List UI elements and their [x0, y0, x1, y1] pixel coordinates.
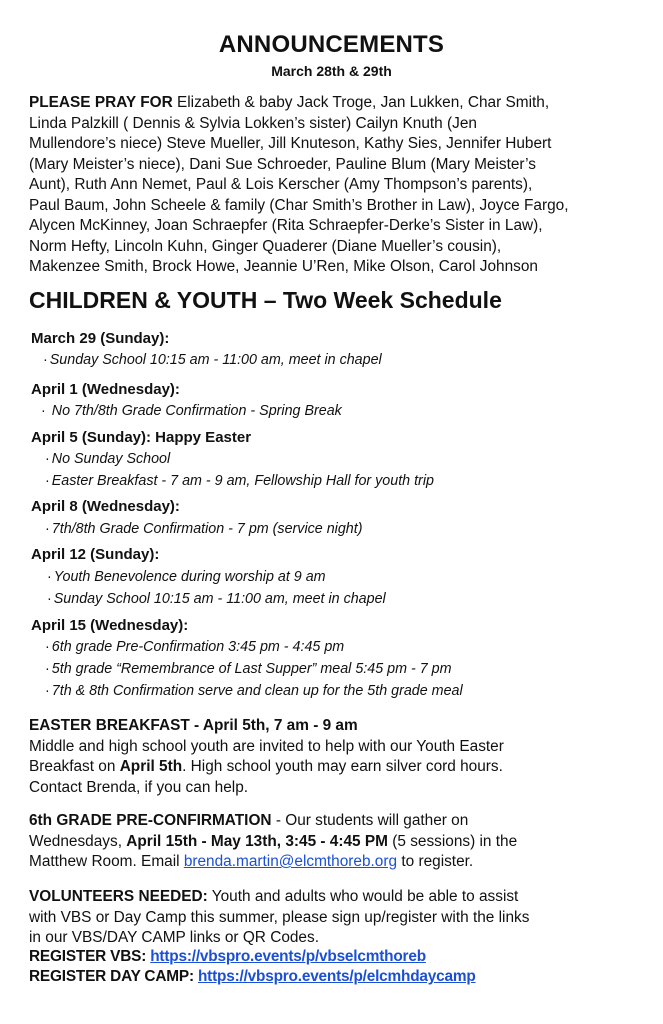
preconf-heading: 6th GRADE PRE-CONFIRMATION - Our students will gather on — [29, 812, 469, 829]
easter-line: Breakfast on April 5th. High school youth may earn silver cord hours. — [29, 758, 503, 775]
schedule-item: · Easter Breakfast - 7 am - 9 am, Fellowship Hall for youth trip — [45, 473, 434, 489]
prayer-label: PLEASE PRAY FOR — [29, 94, 173, 111]
vbs-register-link[interactable]: https://vbspro.events/p/vbselcmthoreb — [150, 948, 426, 965]
schedule-day: April 15 (Wednesday): — [31, 617, 189, 634]
prayer-line: PLEASE PRAY FOR Elizabeth & baby Jack Troge, Jan Lukken, Char Smith, — [29, 94, 550, 111]
page-date: March 28th & 29th — [271, 63, 392, 79]
schedule-item: · 7th & 8th Confirmation serve and clean up for the 5th grade meal — [45, 683, 463, 699]
register-daycamp-line: REGISTER DAY CAMP: https://vbspro.events/p/elcmhdaycamp — [29, 968, 476, 985]
easter-heading: EASTER BREAKFAST - April 5th, 7 am - 9 am — [29, 717, 358, 734]
schedule-day: March 29 (Sunday): — [31, 330, 170, 347]
volunteers-line: with VBS or Day Camp this summer, please sign up/register with the links — [29, 908, 530, 926]
schedule-item: · Sunday School 10:15 am - 11:00 am, meet in chapel — [47, 591, 386, 607]
prayer-line: Mullendore’s niece) Steve Mueller, Jill Knuteson, Kathy Sies, Jennifer Hubert — [29, 135, 552, 152]
easter-breakfast-section — [29, 716, 639, 798]
volunteers-section — [29, 887, 639, 949]
preconf-line: Wednesdays, April 15th - May 13th, 3:45 - 4:45 PM (5 sessions) in the — [29, 832, 518, 850]
volunteers-line: in our VBS/DAY CAMP links or QR Codes. — [29, 929, 319, 946]
schedule-item: · No 7th/8th Grade Confirmation - Spring Break — [41, 403, 342, 419]
schedule-item: · 7th/8th Grade Confirmation - 7 pm (service night) — [45, 521, 363, 537]
page-title: ANNOUNCEMENTS — [218, 31, 445, 58]
prayer-line: Linda Palzkill ( Dennis & Sylvia Lokken’s sister) Cailyn Knuth (Jen — [29, 114, 477, 132]
prayer-list — [29, 93, 639, 278]
register-vbs-line: REGISTER VBS: https://vbspro.events/p/vbselcmthoreb — [29, 948, 426, 965]
prayer-line: (Mary Meister’s niece), Dani Sue Schroeder, Pauline Blum (Mary Meister’s — [29, 155, 536, 173]
email-link[interactable]: brenda.martin@elcmthoreb.org — [183, 853, 398, 870]
schedule-item: · 5th grade “Remembrance of Last Supper” meal 5:45 pm - 7 pm — [45, 661, 452, 677]
schedule-day: April 8 (Wednesday): — [31, 498, 180, 515]
schedule-item: · Sunday School 10:15 am - 11:00 am, meet in chapel — [43, 352, 382, 368]
prayer-line: Norm Hefty, Lincoln Kuhn, Ginger Quaderer (Diane Mueller’s cousin), — [29, 237, 502, 255]
prayer-line: Aunt), Ruth Ann Nemet, Paul & Lois Kerscher (Amy Thompson’s parents), — [29, 176, 533, 193]
easter-line: Middle and high school youth are invited to help with our Youth Easter — [29, 737, 504, 755]
preconf-line: Matthew Room. Email brenda.martin@elcmthoreb.org to register. — [29, 853, 474, 870]
schedule-day: April 1 (Wednesday): — [31, 381, 180, 398]
preconfirmation-section — [29, 811, 639, 873]
schedule-item: · 6th grade Pre-Confirmation 3:45 pm - 4:45 pm — [45, 639, 345, 655]
volunteers-heading: VOLUNTEERS NEEDED: Youth and adults who would be able to assist — [29, 888, 519, 905]
prayer-line: Alycen McKinney, Joan Schraepfer (Rita Schraepfer-Derke’s Sister in Law), — [29, 217, 543, 234]
schedule-item: · Youth Benevolence during worship at 9 am — [47, 569, 326, 585]
schedule-heading: CHILDREN & YOUTH – Two Week Schedule — [29, 287, 502, 313]
schedule-item: · No Sunday School — [45, 451, 171, 467]
prayer-line: Paul Baum, John Scheele & family (Char Smith’s Brother in Law), Joyce Fargo, — [29, 196, 569, 214]
prayer-line: Makenzee Smith, Brock Howe, Jeannie U’Ren, Mike Olson, Carol Johnson — [29, 258, 538, 275]
easter-line: Contact Brenda, if you can help. — [29, 778, 249, 796]
daycamp-register-link[interactable]: https://vbspro.events/p/elcmhdaycamp — [197, 968, 476, 985]
schedule-day: April 5 (Sunday): Happy Easter — [31, 429, 252, 446]
schedule-day: April 12 (Sunday): — [31, 546, 160, 563]
